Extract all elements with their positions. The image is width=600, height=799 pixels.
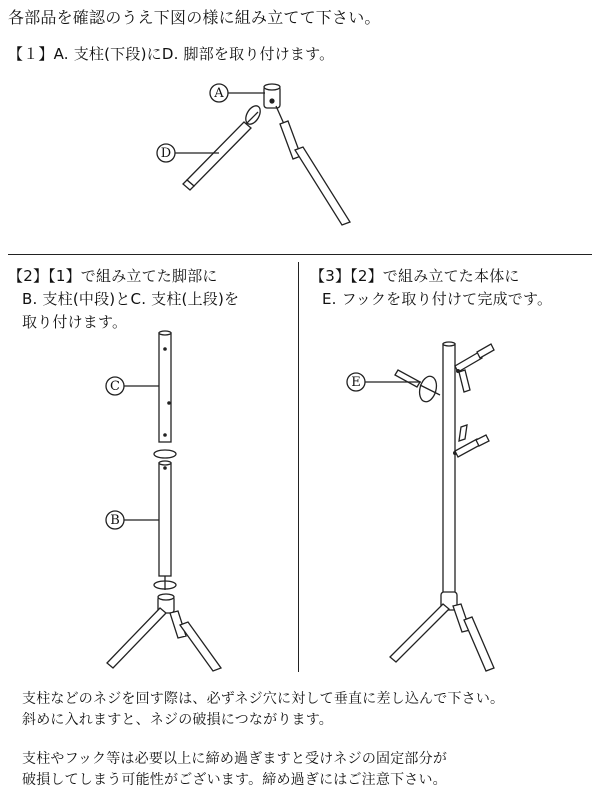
callout-a: A bbox=[214, 86, 224, 101]
page-title: 各部品を確認のうえ下図の様に組み立てて下さい。 bbox=[8, 8, 381, 27]
callout-d: D bbox=[160, 146, 172, 161]
callout-b: B bbox=[110, 513, 120, 528]
step1-instruction: 【１】A. 支柱(下段)にD. 脚部を取り付けます。 bbox=[8, 45, 335, 63]
step3-line1: 【3】【2】で組み立てた本体に bbox=[310, 267, 520, 285]
callout-e: E bbox=[351, 375, 361, 390]
note-line1: 支柱などのネジを回す際は、必ずネジ穴に対して垂直に差し込んで下さい。 bbox=[22, 691, 505, 707]
note-line2: 斜めに入れますと、ネジの破損につながります。 bbox=[22, 712, 333, 728]
step3-line2: E. フックを取り付けて完成です。 bbox=[322, 290, 553, 308]
note-line4: 破損してしまう可能性がございます。締め過ぎにはご注意下さい。 bbox=[22, 772, 447, 788]
step2-line3: 取り付けます。 bbox=[22, 313, 128, 331]
step2-line2: B. 支柱(中段)とC. 支柱(上段)を bbox=[22, 290, 240, 308]
step2-line1: 【2】【1】で組み立てた脚部に bbox=[8, 267, 218, 285]
note-line3: 支柱やフック等は必要以上に締め過ぎますと受けネジの固定部分が bbox=[22, 751, 448, 767]
callout-c: C bbox=[110, 379, 120, 394]
